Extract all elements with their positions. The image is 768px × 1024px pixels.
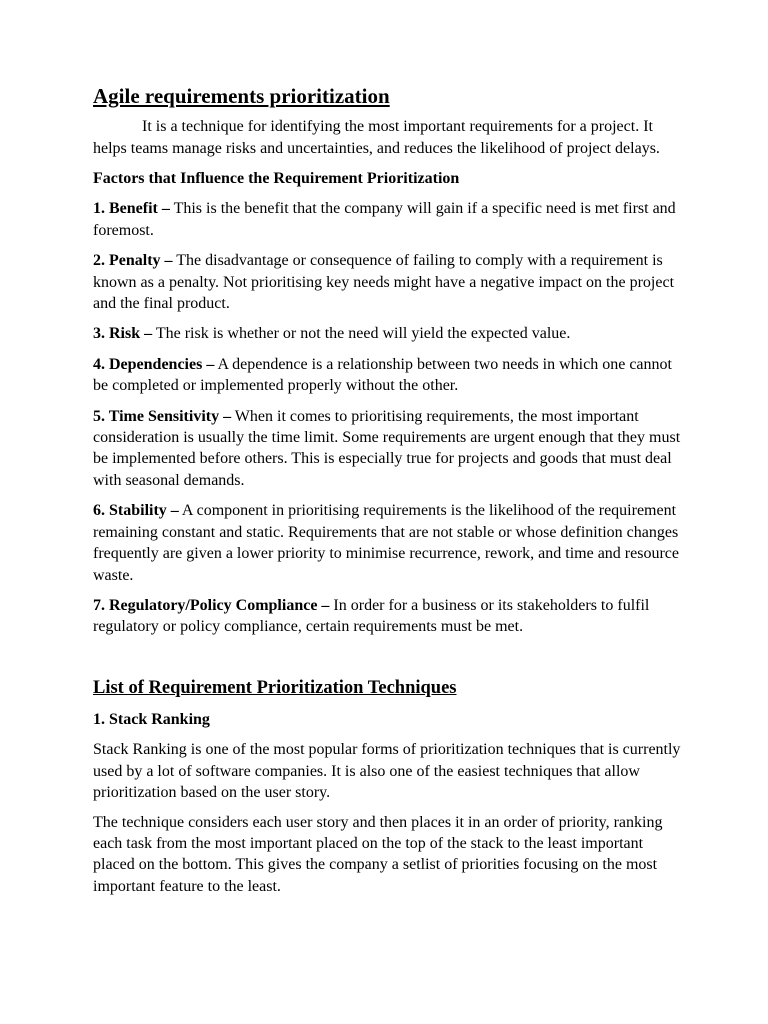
technique-paragraph: Stack Ranking is one of the most popular forms of prioritization techniques that is currently used by a lot of software companies. It is also one of the easiest techniques that allow prioritization based on the user story. — [93, 741, 681, 802]
document-title: Agile requirements prioritization — [93, 84, 390, 108]
factor-label: 4. Dependencies – — [93, 355, 215, 373]
factor-text: The risk is whether or not the need will yield the expected value. — [152, 325, 571, 343]
factor-item — [93, 354, 683, 397]
intro-paragraph: It is a technique for identifying the most important requirements for a project. It helps teams manage risks and uncertainties, and reduces the likelihood of project delays. — [93, 118, 660, 157]
document-page — [93, 84, 683, 905]
factor-item — [93, 500, 683, 586]
factor-item — [93, 595, 683, 638]
factor-label: 5. Time Sensitivity – — [93, 407, 232, 425]
factor-text: A dependence is a relationship between two needs in which one cannot be completed or implemented properly without the other. — [93, 355, 672, 395]
factor-text: A component in prioritising requirements is the likelihood of the requirement remaining constant and static. Requirements that are not stable or whose definition changes frequently are given a lower priority to minimise recurrence, rework, and time and resource waste. — [93, 502, 679, 584]
factor-label: 7. Regulatory/Policy Compliance – — [93, 596, 330, 614]
factor-label: 2. Penalty – — [93, 252, 173, 270]
factor-text: When it comes to prioritising requirements, the most important consideration is usually the time limit. Some requirements are urgent enough that they must be implemented before others. This is especially true for projects and goods that must deal with seasonal demands. — [93, 407, 681, 489]
techniques-heading: List of Requirement Prioritization Techniques — [93, 677, 457, 698]
factor-item — [93, 198, 683, 241]
factor-item — [93, 406, 683, 492]
factor-text: This is the benefit that the company will gain if a specific need is met first and foremost. — [93, 200, 676, 239]
factor-text: In order for a business or its stakeholders to fulfil regulatory or policy compliance, certain requirements must be met. — [93, 596, 650, 636]
factor-item — [93, 250, 683, 314]
factor-label: 1. Benefit – — [93, 200, 170, 218]
technique-paragraph: The technique considers each user story and then places it in an order of priority, ranking each task from the most important placed on the top of the stack to the least important placed on the bottom. This gives the company a setlist of priorities focusing on the most important feature to the least. — [93, 813, 663, 895]
factor-label: 6. Stability – — [93, 502, 179, 520]
technique-heading: 1. Stack Ranking — [93, 710, 210, 728]
factor-text: The disadvantage or consequence of failing to comply with a requirement is known as a penalty. Not prioritising key needs might have a negative impact on the project and the final product. — [93, 252, 675, 313]
factor-label: 3. Risk – — [93, 325, 153, 343]
factor-item — [93, 323, 683, 344]
factors-heading: Factors that Influence the Requirement Prioritization — [93, 170, 460, 187]
